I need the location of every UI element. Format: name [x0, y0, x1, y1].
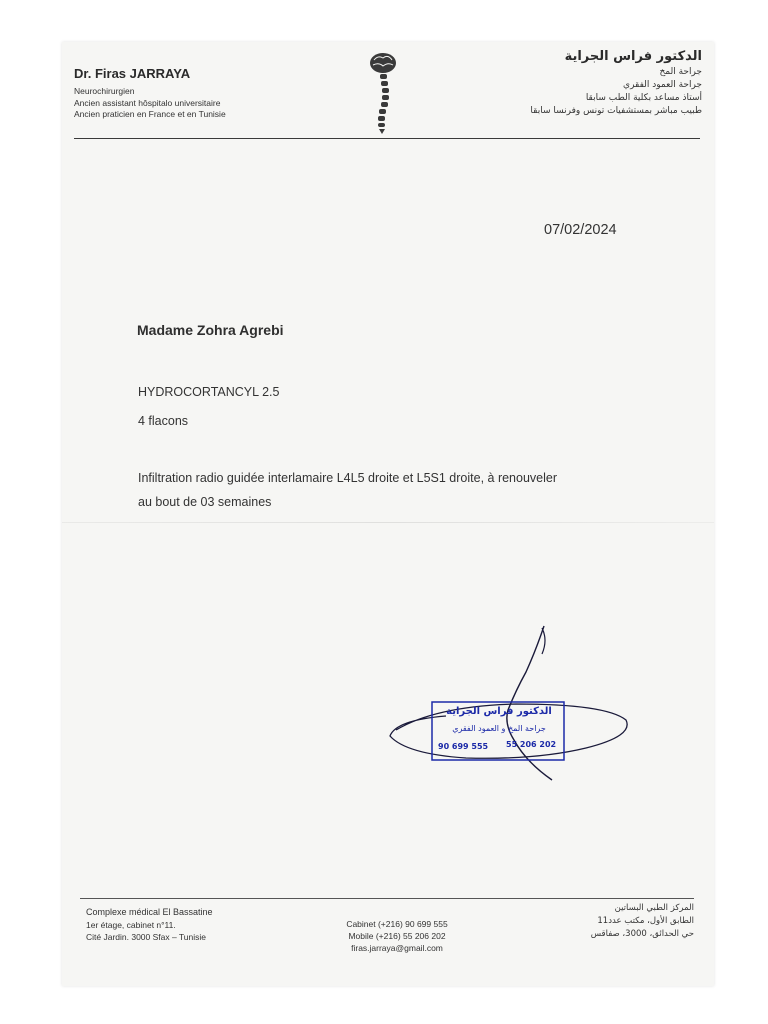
footer-divider — [80, 898, 694, 899]
instruction-line: Infiltration radio guidée interlamaire L4L5 droite et L5S1 droite, à renouveler — [138, 471, 558, 485]
title-line-ar: أستاذ مساعد بكلية الطب سابقا — [585, 93, 702, 103]
title-line: Ancien praticien en France et en Tunisie — [74, 109, 226, 119]
prescription-date: 07/02/2024 — [544, 222, 617, 238]
address-line: Complexe médical El Bassatine — [86, 907, 213, 917]
doctor-titles-fr — [74, 86, 226, 121]
title-line-ar: جراحة المخ — [659, 67, 702, 77]
header-divider — [74, 138, 700, 139]
address-line: 1er étage, cabinet n°11. — [86, 919, 176, 930]
title-line: Ancien assistant hôspitalo universitaire — [74, 97, 221, 108]
stamp-line: الدكتور فراس الجراية — [446, 706, 552, 717]
stamp-and-signature — [376, 620, 636, 800]
drug-quantity: 4 flacons — [138, 414, 189, 428]
doctor-name: Dr. Firas JARRAYA — [74, 66, 191, 81]
email-address: firas.jarraya@gmail.com — [351, 943, 443, 953]
stamp-line: 90 699 555 — [438, 742, 489, 751]
address-line: Cité Jardin. 3000 Sfax – Tunisie — [86, 932, 207, 942]
prescription-sheet — [62, 42, 714, 986]
paper-fold — [62, 522, 714, 523]
cabinet-phone: Cabinet (+216) 90 699 555 — [346, 919, 448, 929]
doctor-name-ar: الدكتور فراس الجراية — [564, 49, 702, 64]
brain-spine-icon — [366, 50, 400, 136]
stamp-line: 55 206 202 — [506, 740, 557, 749]
drug-name: HYDROCORTANCYL 2.5 — [138, 385, 280, 399]
address-line-ar: الطابق الأول، مكتب عدد11 — [597, 916, 694, 926]
instruction-line: au bout de 03 semaines — [138, 495, 272, 509]
address-line-ar: حي الحدائق، 3000، صفاقس — [590, 929, 694, 939]
title-line-ar: طبيب مباشر بمستشفيات تونس وفرنسا سابقا — [530, 106, 702, 116]
doctor-titles-ar — [502, 48, 702, 118]
footer-address-ar — [544, 902, 694, 941]
title-line-ar: جراحة العمود الفقري — [623, 80, 702, 90]
footer-address — [86, 906, 213, 944]
footer-contact — [332, 918, 462, 954]
patient-name: Madame Zohra Agrebi — [137, 322, 284, 338]
title-line: Neurochirurgien — [74, 86, 135, 96]
mobile-phone: Mobile (+216) 55 206 202 — [348, 931, 446, 941]
address-line-ar: المركز الطبي البساتين — [614, 903, 694, 913]
stamp-line: جراحة المخ و العمود الفقري — [452, 724, 546, 733]
